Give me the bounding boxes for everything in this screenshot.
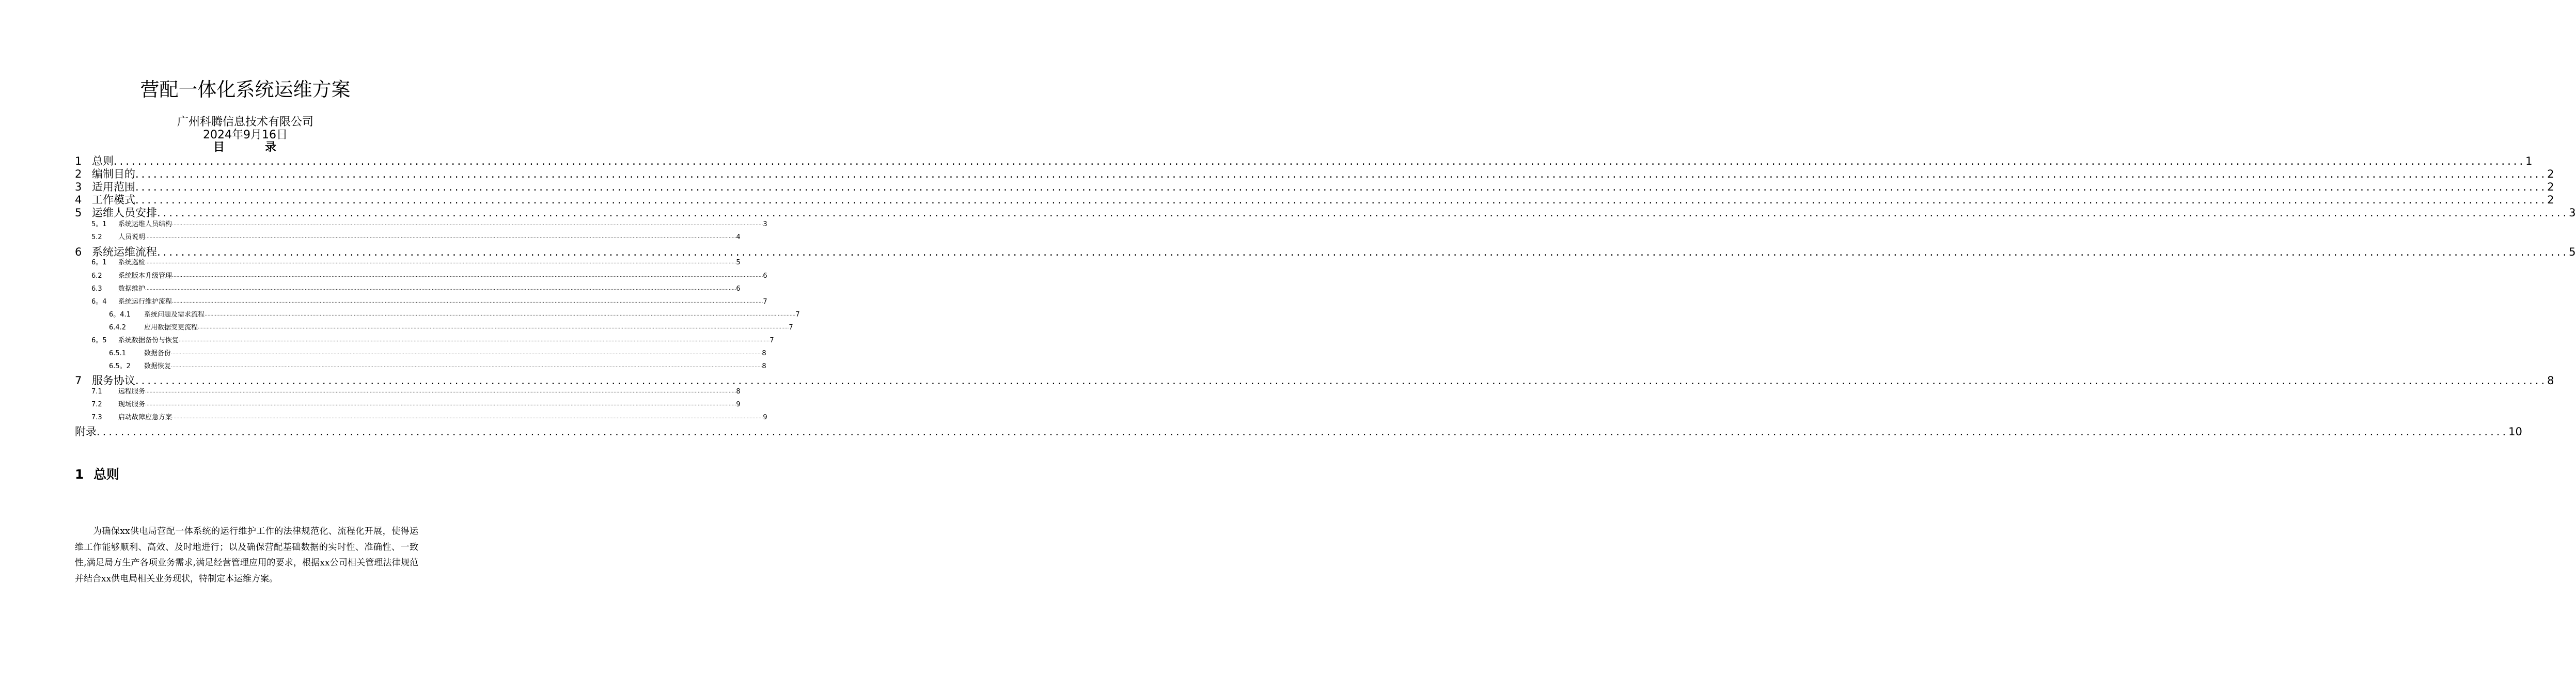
- toc-entry-label: 附录: [75, 425, 97, 438]
- toc-entry-number: 5。1: [91, 220, 107, 228]
- toc-dot-leader: ................................................................................................................................................................................................................................................................................................................................................................................................................: [172, 222, 763, 227]
- toc-dot-leader: ................................................................................................................................................................................................................................................................................................................................................................................................................: [145, 286, 736, 291]
- toc-dot-leader: ................................................................................................................................................................................................................................................................................................................................................................................................................: [205, 312, 796, 317]
- toc-entry-page: 1: [2525, 155, 2533, 167]
- toc-dot-leader: ................................................................................................................................................................................................................................................................................................................................................................................................................: [135, 168, 2548, 180]
- toc-entry-page: 2: [2547, 168, 2554, 180]
- toc-entry[interactable]: [91, 297, 767, 306]
- toc-entry-label: 数据维护: [118, 285, 146, 293]
- toc-entry-label: 总则: [92, 155, 114, 167]
- toc-entry-page: 6: [763, 272, 767, 280]
- toc-dot-leader: ................................................................................................................................................................................................................................................................................................................................................................................................................: [97, 425, 2509, 438]
- section-heading: [75, 466, 119, 483]
- toc-dot-leader: ................................................................................................................................................................................................................................................................................................................................................................................................................: [172, 415, 763, 420]
- toc-dot-leader: ................................................................................................................................................................................................................................................................................................................................................................................................................: [135, 374, 2548, 387]
- toc-entry-number: 7.2: [91, 401, 102, 408]
- toc-entry-number: 4: [75, 194, 82, 206]
- toc-entry[interactable]: [75, 374, 2554, 387]
- toc-dot-leader: ................................................................................................................................................................................................................................................................................................................................................................................................................: [179, 338, 770, 343]
- toc-dot-leader: ................................................................................................................................................................................................................................................................................................................................................................................................................: [172, 299, 763, 304]
- toc-entry-number: 6: [75, 246, 82, 258]
- toc-heading-right: 录: [265, 141, 278, 154]
- toc-dot-leader: ................................................................................................................................................................................................................................................................................................................................................................................................................: [145, 234, 736, 240]
- toc-entry-page: 3: [763, 220, 767, 228]
- toc-entry-label: 运维人员安排: [92, 207, 157, 219]
- body-paragraph: 为确保xx供电局营配一体系统的运行维护工作的法律规范化、流程化开展，使得运维工作能够顺利、高效、及时地进行；以及确保营配基础数据的实时性、准确性、一致性,满足局方生产各项业务需求,满足经营管理应用的要求，根据xx公司相关管理法律规范并结合xx供电局相关业务现状，特制定本运维方案。: [75, 526, 418, 584]
- toc-entry-number: 6.5.1: [109, 350, 127, 357]
- toc-entry-label: 远程服务: [118, 388, 146, 396]
- toc-dot-leader: ................................................................................................................................................................................................................................................................................................................................................................................................................: [198, 325, 789, 330]
- toc-entry[interactable]: [109, 349, 766, 358]
- toc-entry-label: 现场服务: [118, 401, 146, 408]
- toc-entry-number: 7: [75, 374, 82, 387]
- toc-entry-number: 3: [75, 181, 82, 193]
- toc-entry-page: 8: [736, 388, 741, 396]
- toc-entry-number: 5: [75, 207, 82, 219]
- toc-dot-leader: ................................................................................................................................................................................................................................................................................................................................................................................................................: [172, 273, 763, 278]
- toc-entry[interactable]: [109, 310, 800, 319]
- toc-entry[interactable]: [91, 413, 767, 422]
- toc-dot-leader: ................................................................................................................................................................................................................................................................................................................................................................................................................: [135, 194, 2548, 206]
- toc-entry-number: 6。4.1: [109, 311, 131, 319]
- toc-entry[interactable]: [109, 323, 793, 332]
- toc-dot-leader: ................................................................................................................................................................................................................................................................................................................................................................................................................: [114, 155, 2526, 167]
- toc-entry[interactable]: [75, 425, 2522, 438]
- toc-entry-page: 7: [789, 324, 793, 332]
- toc-entry-label: 系统运维流程: [92, 246, 157, 258]
- toc-entry-label: 应用数据变更流程: [144, 324, 198, 332]
- toc-dot-leader: ................................................................................................................................................................................................................................................................................................................................................................................................................: [157, 207, 2569, 219]
- toc-entry-label: 系统数据备份与恢复: [118, 337, 179, 344]
- toc-entry-number: 1: [75, 155, 82, 167]
- toc-entry-number: 6。5: [91, 337, 107, 344]
- toc-entry-number: 6。4: [91, 298, 107, 306]
- toc-dot-leader: ................................................................................................................................................................................................................................................................................................................................................................................................................: [135, 181, 2548, 193]
- toc-entry[interactable]: [75, 181, 2554, 194]
- toc-entry[interactable]: [91, 258, 741, 267]
- toc-entry-page: 8: [762, 350, 766, 357]
- toc-entry[interactable]: [91, 285, 741, 293]
- toc-entry[interactable]: [91, 336, 774, 345]
- toc-entry-page: 10: [2508, 425, 2522, 438]
- toc-entry-page: 3: [2569, 207, 2576, 219]
- toc-dot-leader: ................................................................................................................................................................................................................................................................................................................................................................................................................: [145, 402, 736, 407]
- toc-entry-page: 8: [762, 362, 766, 370]
- toc-entry-label: 数据恢复: [144, 362, 171, 370]
- toc-entry-label: 编制目的: [92, 168, 135, 180]
- section-number: 1: [75, 467, 84, 482]
- toc-entry-page: 2: [2547, 181, 2554, 193]
- toc-entry-number: 2: [75, 168, 82, 180]
- toc-entry-page: 7: [795, 311, 800, 319]
- toc-entry-number: 6.4.2: [109, 324, 127, 332]
- toc-entry[interactable]: [109, 362, 766, 371]
- toc-entry-label: 系统巡检: [118, 259, 146, 266]
- toc-entry-page: 4: [736, 233, 741, 241]
- toc-entry[interactable]: [75, 194, 2554, 207]
- toc-entry[interactable]: [91, 220, 767, 229]
- toc-entry-label: 启动故障应急方案: [118, 414, 172, 421]
- toc-dot-leader: ................................................................................................................................................................................................................................................................................................................................................................................................................: [157, 246, 2569, 258]
- toc-entry[interactable]: [91, 272, 767, 280]
- toc-entry-page: 5: [2569, 246, 2576, 258]
- toc-entry-page: 7: [769, 337, 774, 344]
- toc-entry-page: 2: [2547, 194, 2554, 206]
- toc-entry-label: 服务协议: [92, 374, 135, 387]
- toc-entry-number: 6.2: [91, 272, 102, 280]
- toc-entry-label: 工作模式: [92, 194, 135, 206]
- toc-entry-number: 7.3: [91, 414, 102, 421]
- toc-dot-leader: ................................................................................................................................................................................................................................................................................................................................................................................................................: [171, 351, 762, 356]
- toc-entry[interactable]: [75, 168, 2554, 181]
- toc-heading: [0, 141, 491, 154]
- toc-entry-label: 系统运维人员结构: [118, 220, 172, 228]
- toc-entry-number: 6.5。2: [109, 362, 131, 370]
- toc-entry[interactable]: [75, 207, 2576, 219]
- toc-entry-page: 6: [736, 285, 741, 293]
- toc-entry-label: 人员说明: [118, 233, 146, 241]
- toc-entry-page: 5: [736, 259, 741, 266]
- toc-entry-label: 数据备份: [144, 350, 171, 357]
- toc-entry[interactable]: [75, 246, 2576, 259]
- toc-entry-number: 7.1: [91, 388, 102, 396]
- toc-entry-label: 系统问题及需求流程: [144, 311, 205, 319]
- toc-entry-label: 适用范围: [92, 181, 135, 193]
- toc-entry-label: 系统版本升级管理: [118, 272, 172, 280]
- toc-entry[interactable]: [91, 387, 741, 396]
- toc-entry-number: 5.2: [91, 233, 102, 241]
- document-title: 营配一体化系统运维方案: [140, 78, 351, 101]
- toc-dot-leader: ................................................................................................................................................................................................................................................................................................................................................................................................................: [171, 364, 762, 369]
- toc-entry-number: 6。1: [91, 259, 107, 266]
- toc-entry-label: 系统运行维护流程: [118, 298, 172, 306]
- toc-heading-left: 目: [213, 141, 226, 154]
- company-name: 广州科腾信息技术有限公司: [177, 116, 313, 129]
- toc-entry[interactable]: [75, 155, 2533, 168]
- section-title: 总则: [93, 467, 120, 482]
- toc-entry-number: 6.3: [91, 285, 102, 293]
- toc-entry-page: 9: [736, 401, 741, 408]
- document-date: 2024年9月16日: [203, 129, 288, 141]
- toc-entry[interactable]: [91, 233, 741, 242]
- toc-entry-page: 7: [763, 298, 767, 306]
- toc-entry-page: 8: [2547, 374, 2554, 387]
- toc-entry-page: 9: [763, 414, 767, 421]
- toc-dot-leader: ................................................................................................................................................................................................................................................................................................................................................................................................................: [145, 260, 736, 265]
- toc-dot-leader: ................................................................................................................................................................................................................................................................................................................................................................................................................: [145, 389, 736, 394]
- toc-entry[interactable]: [91, 400, 741, 409]
